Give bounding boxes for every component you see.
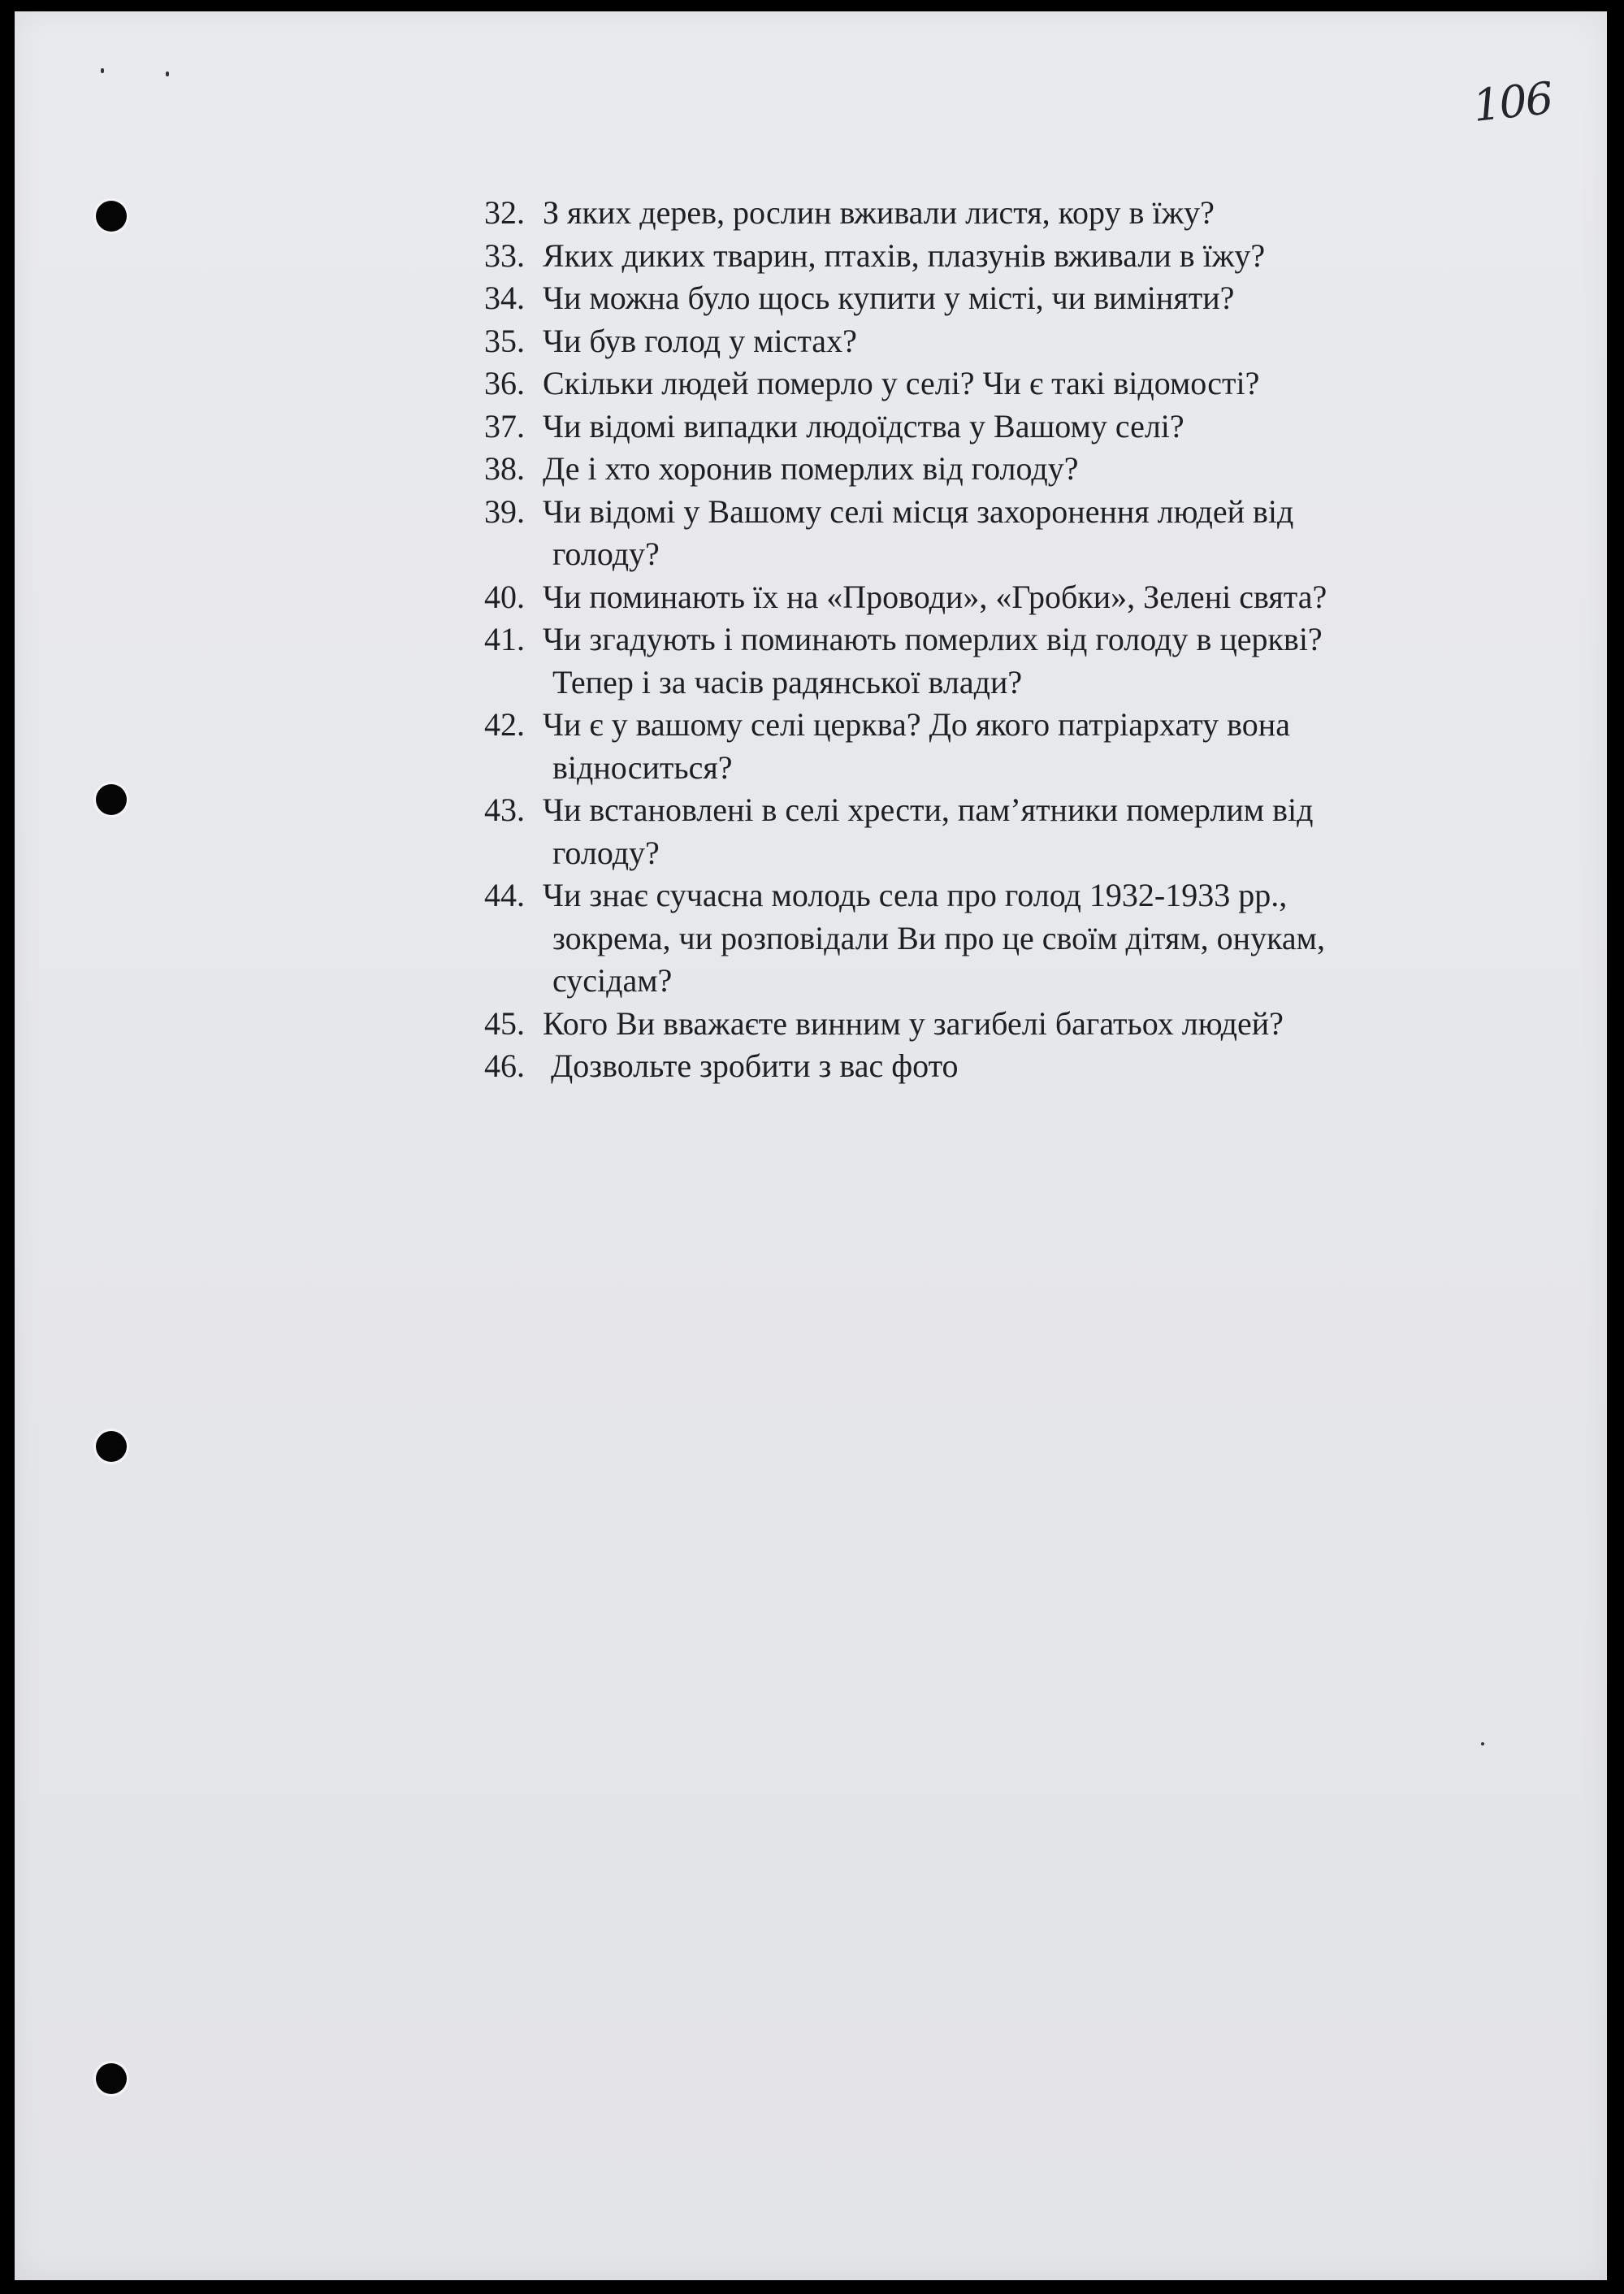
question-item (484, 1045, 1508, 1088)
question-text: голоду? (552, 834, 660, 871)
question-number: 45. (484, 1004, 525, 1042)
question-continuation-line (484, 661, 1508, 705)
question-text: голоду? (552, 536, 660, 572)
question-item (484, 618, 1508, 661)
punch-hole (96, 784, 127, 815)
question-text: Дозвольте зробити з вас фото (551, 1047, 959, 1084)
question-text: Чи знає сучасна молодь села про голод 1932-1933 рр., (543, 877, 1288, 913)
question-text: Чи відомі у Вашому селі місця захоронення людей від (543, 492, 1294, 530)
question-text: Кого Ви вважаєте винним у загибелі багатьох людей? (543, 1004, 1284, 1042)
question-text: З яких дерев, рослин вживали листя, кору в їжу? (543, 194, 1215, 231)
question-item (484, 192, 1508, 235)
question-text: сусідам? (552, 962, 673, 999)
question-text: зокрема, чи розповідали Ви про це своїм дітям, онукам, (552, 919, 1325, 956)
question-item (484, 362, 1508, 405)
question-continuation-line (484, 832, 1508, 875)
paper-speck (1481, 1742, 1484, 1745)
paper-speck (101, 68, 104, 73)
question-item (484, 320, 1508, 363)
question-text: Чи згадують і поминають померлих від голоду в церкві? (543, 621, 1323, 657)
question-item (484, 704, 1508, 747)
question-text: Чи встановлені в селі хрести, пам’ятники померлим від (543, 791, 1314, 828)
question-item (484, 235, 1508, 278)
question-number: 42. (484, 706, 525, 743)
question-item (484, 277, 1508, 320)
question-item (484, 491, 1508, 534)
question-text: Чи поминають їх на «Проводи», «Гробки», Зелені свята? (543, 578, 1327, 615)
question-continuation-line (484, 917, 1508, 961)
question-number: 39. (484, 492, 525, 530)
question-text: Де і хто хоронив померлих від голоду? (543, 450, 1079, 487)
question-number: 34. (484, 280, 525, 316)
paper-speck (166, 72, 169, 76)
question-number: 32. (484, 194, 525, 231)
question-continuation-line (484, 960, 1508, 1003)
handwritten-folio-number: 106 (1470, 72, 1555, 132)
question-item (484, 874, 1508, 917)
question-item (484, 789, 1508, 832)
question-text: Чи був голод у містах? (543, 322, 857, 359)
question-text: Скільки людей померло у селі? Чи є такі відомості? (543, 365, 1260, 401)
question-text: відноситься? (552, 748, 733, 786)
punch-hole (96, 1431, 127, 1462)
question-number: 44. (484, 877, 525, 913)
question-text: Чи можна було щось купити у місті, чи виміняти? (543, 280, 1235, 316)
question-number: 36. (484, 365, 525, 401)
question-number: 43. (484, 791, 525, 828)
question-number: 35. (484, 322, 525, 359)
punch-hole (96, 2063, 127, 2094)
question-number: 33. (484, 236, 525, 274)
question-text: Тепер і за часів радянської влади? (552, 663, 1023, 700)
question-number: 41. (484, 621, 525, 657)
question-text: Яких диких тварин, птахів, плазунів вживали в їжу? (543, 236, 1266, 274)
question-item (484, 1003, 1508, 1046)
question-item (484, 405, 1508, 449)
question-item (484, 576, 1508, 619)
question-number: 38. (484, 450, 525, 487)
question-continuation-line (484, 533, 1508, 576)
question-text: Чи відомі випадки людоїдства у Вашому селі? (543, 407, 1184, 444)
question-number: 37. (484, 407, 525, 444)
question-number: 46. (484, 1047, 525, 1084)
document-page (15, 11, 1607, 2280)
question-continuation-line (484, 747, 1508, 790)
punch-hole (96, 201, 127, 232)
question-list (484, 192, 1508, 1088)
question-item (484, 448, 1508, 491)
question-number: 40. (484, 578, 525, 615)
question-text: Чи є у вашому селі церква? До якого патріархату вона (543, 706, 1290, 743)
